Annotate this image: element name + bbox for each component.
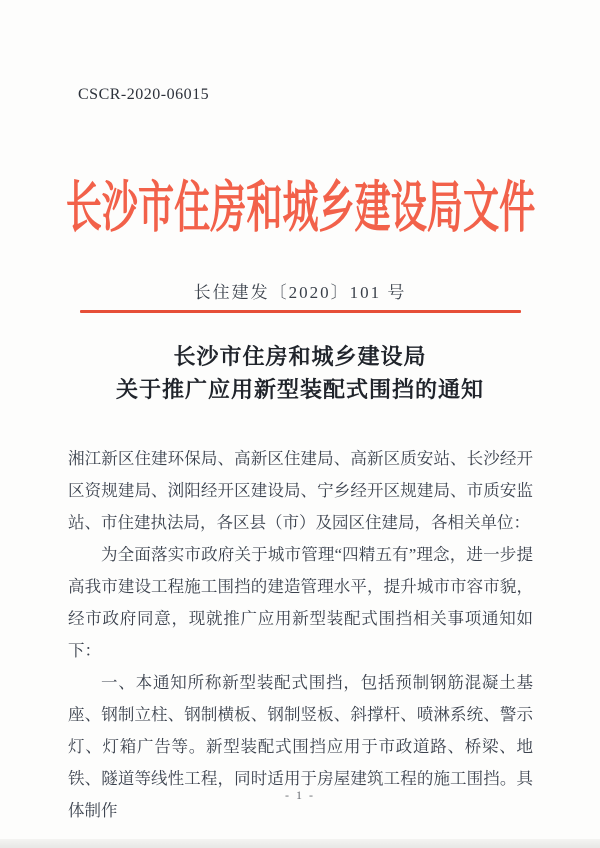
notice-title-line2: 关于推广应用新型装配式围挡的通知: [115, 377, 484, 402]
agency-name-banner-text: 长沙市住房和城乡建设局文件: [65, 177, 535, 239]
document-code: CSCR-2020-06015: [78, 86, 210, 103]
notice-title-line1: 长沙市住房和城乡建设局: [173, 344, 427, 369]
item-one-paragraph: 一、本通知所称新型装配式围挡，包括预制钢筋混凝土基座、钢制立柱、钢制横板、钢制竖板、斜撑杆、喷淋系统、警示灯、灯箱广告等。新型装配式围挡应用于市政道路、桥梁、地铁、隧道等线性工程，同时适用于房屋建筑工程的施工围挡。具体制作: [68, 673, 533, 820]
red-divider-line: [80, 310, 521, 313]
document-body: [68, 443, 533, 827]
recipients-paragraph: 湘江新区住建环保局、高新区住建局、高新区质安站、长沙经开区资规建局、浏阳经开区建设局、宁乡经开区规建局、市质安监站、市住建执法局，各区县（市）及园区住建局，各相关单位：: [68, 449, 533, 532]
document-number: 长住建发〔2020〕101 号: [193, 283, 407, 302]
scan-edge-shadow: [0, 839, 600, 848]
page-number: - 1 -: [285, 788, 315, 802]
notice-title: [0, 340, 600, 406]
preamble-paragraph: 为全面落实市政府关于城市管理“四精五有”理念，进一步提高我市建设工程施工围挡的建造管理水平，提升城市市容市貌，经市政府同意，现就推广应用新型装配式围挡相关事项通知如下：: [68, 545, 533, 660]
red-header-banner: [0, 163, 600, 243]
